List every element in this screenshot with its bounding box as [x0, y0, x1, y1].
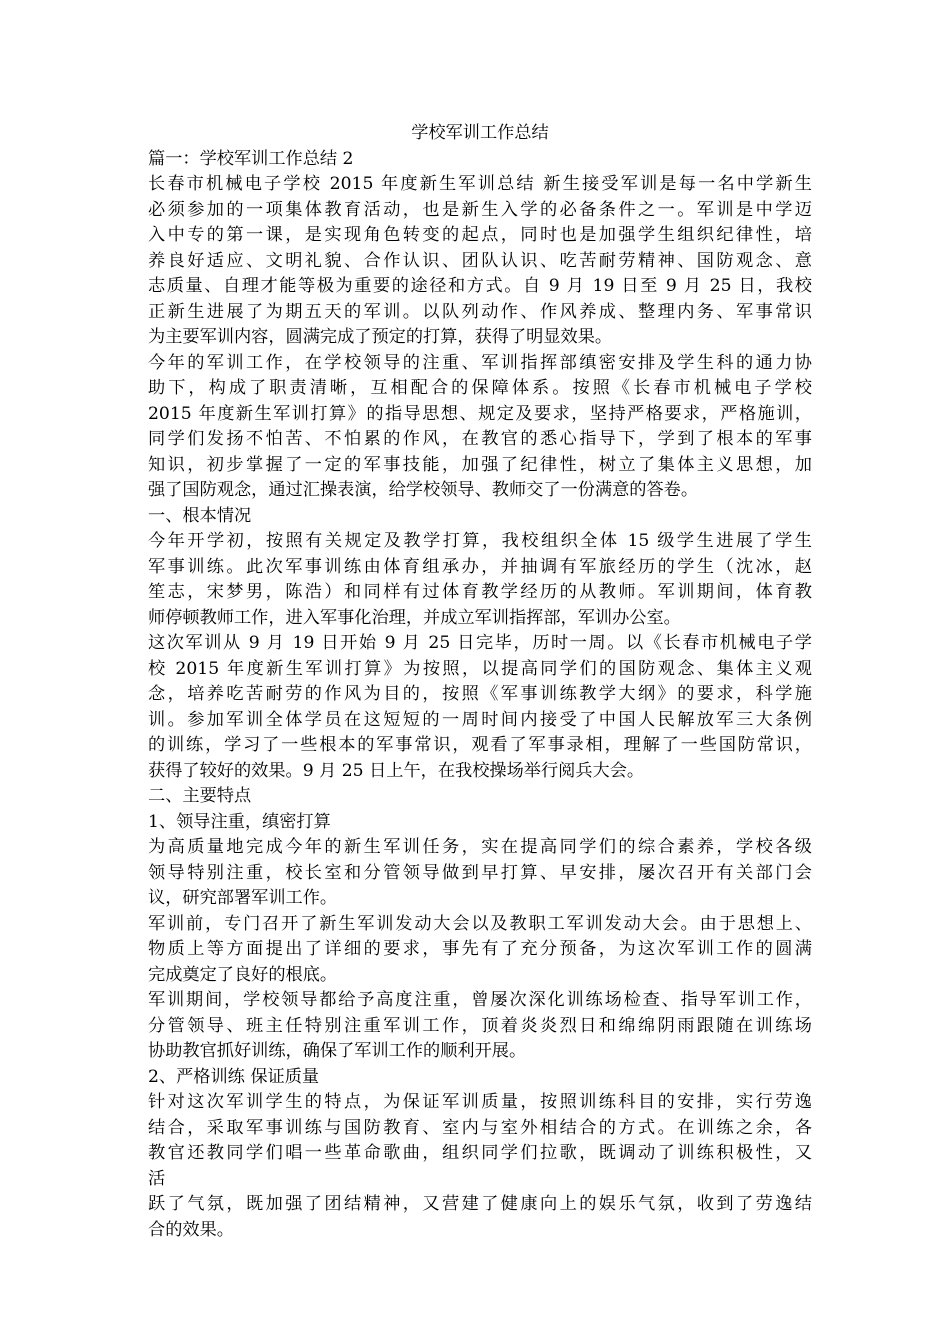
text-line: 同学们发扬不怕苦、不怕累的作风，在教官的悉心指导下，学到了根本的军事: [148, 429, 812, 449]
text-line: 跃了气氛，既加强了团结精神，又营建了健康向上的娱乐气氛，收到了劳逸结: [148, 1194, 812, 1214]
text-line: 结合，采取军事训练与国防教育、室内与室外相结合的方式。在训练之余，各: [148, 1117, 812, 1138]
text-line: 教官还教同学们唱一些革命歌曲，组织同学们拉歌，既调动了训练积极性，又: [148, 1143, 812, 1163]
text-line: 2、严格训练 保证质量: [148, 1066, 320, 1087]
paragraph: [148, 351, 812, 504]
text-line: 协助教官抓好训练，确保了军训工作的顺利开展。: [148, 1041, 527, 1061]
text-line: 1、领导注重，缜密打算: [148, 811, 331, 832]
text-line: 养良好适应、文明礼貌、合作认识、团队认识、吃苦耐劳精神、国防观念、意: [148, 250, 812, 271]
document-body: [148, 147, 812, 1244]
text-line: 军事训练。此次军事训练由体育组承办，并抽调有军旅经历的学生（沈冰，赵: [148, 556, 812, 577]
text-line: 获得了较好的效果。9 月 25 日上午，在我校操场举行阅兵大会。: [148, 760, 645, 781]
text-line: 这次军训从 9 月 19 日开始 9 月 25 日完毕，历时一周。以《长春市机械电子学: [148, 633, 812, 653]
text-line: 训。参加军训全体学员在这短短的一周时间内接受了中国人民解放军三大条例: [148, 709, 812, 730]
text-line: 针对这次军训学生的特点，为保证军训质量，按照训练科目的安排，实行劳逸: [148, 1092, 812, 1112]
text-line: 长春市机械电子学校 2015 年度新生军训总结 新生接受军训是每一名中学新生: [148, 174, 812, 194]
text-line: 知识，初步掌握了一定的军事技能，加强了纪律性，树立了集体主义思想，加: [148, 454, 812, 475]
text-line: 今年的军训工作，在学校领导的注重、军训指挥部缜密安排及学生科的通力协: [148, 352, 812, 373]
text-line: 念，培养吃苦耐劳的作风为目的，按照《军事训练教学大纲》的要求，科学施: [148, 684, 812, 704]
paragraph: [148, 172, 812, 351]
paragraph: [148, 1090, 812, 1192]
paragraph: [148, 835, 812, 912]
text-line: 合的效果。: [148, 1219, 234, 1240]
text-line: 笙志，宋梦男，陈浩）和同样有过体育教学经历的从教师。军训期间，体育教: [148, 582, 812, 602]
text-line: 必须参加的一项集体教育活动，也是新生入学的必备条件之一。军训是中学迈: [148, 199, 812, 220]
paragraph: [148, 912, 812, 989]
text-line: 为高质量地完成今年的新生军训任务，实在提高同学们的综合素养，学校各级: [148, 837, 812, 857]
text-line: 助下，构成了职责清晰，互相配合的保障体系。按照《长春市机械电子学校: [148, 378, 812, 398]
text-line: 正新生进展了为期五天的军训。以队列动作、作风养成、整理内务、军事常识: [148, 301, 812, 322]
text-line: 为主要军训内容，圆满完成了预定的打算，获得了明显效果。: [148, 327, 613, 347]
paragraph: [148, 504, 812, 530]
text-line: 物质上等方面提出了详细的要求，事先有了充分预备，为这次军训工作的圆满: [148, 939, 812, 959]
text-line: 议，研究部署军训工作。: [148, 888, 338, 908]
text-line: 领导特别注重，校长室和分管领导做到早打算、早安排，屡次召开有关部门会: [148, 862, 812, 883]
paragraph: [148, 988, 812, 1065]
text-line: 篇一：学校军训工作总结 2: [148, 148, 354, 169]
text-line: 二、主要特点: [148, 786, 252, 806]
text-line: 的训练，学习了一些根本的军事常识，观看了军事录相，理解了一些国防常识，: [148, 735, 812, 755]
text-line: 入中专的第一课，是实现角色转变的起点，同时也是加强学生组织纪律性，培: [148, 225, 812, 245]
text-line: 今年开学初，按照有关规定及教学打算，我校组织全体 15 级学生进展了学生: [148, 531, 812, 551]
text-line: 分管领导、班主任特别注重军训工作，顶着炎炎烈日和绵绵阴雨跟随在训练场: [148, 1015, 812, 1036]
document-title: 学校军训工作总结: [411, 123, 549, 143]
paragraph: [148, 529, 812, 631]
text-line: 军训期间，学校领导都给予高度注重，曾屡次深化训练场检查、指导军训工作，: [148, 990, 812, 1010]
paragraph: [148, 631, 812, 784]
paragraph: [148, 810, 812, 836]
paragraph: [148, 1192, 812, 1243]
paragraph: [148, 147, 812, 173]
paragraph: [148, 1065, 812, 1091]
text-line: 完成奠定了良好的根底。: [148, 964, 338, 985]
text-line: 活: [148, 1168, 166, 1189]
text-line: 强了国防观念，通过汇操表演，给学校领导、教师交了一份满意的答卷。: [148, 480, 699, 500]
text-line: 2015 年度新生军训打算》的指导思想、规定及要求，坚持严格要求，严格施训，: [148, 403, 812, 424]
text-line: 志质量、自理才能等极为重要的途径和方式。自 9 月 19 日至 9 月 25 日，我校: [148, 276, 812, 296]
paragraph: [148, 784, 812, 810]
document-page: [148, 121, 812, 1243]
text-line: 师停顿教师工作，进入军事化治理，并成立军训指挥部，军训办公室。: [148, 607, 681, 628]
text-line: 一、根本情况: [148, 505, 252, 526]
text-line: 军训前，专门召开了新生军训发动大会以及教职工军训发动大会。由于思想上、: [148, 913, 812, 934]
text-line: 校 2015 年度新生军训打算》为按照，以提高同学们的国防观念、集体主义观: [148, 658, 812, 679]
